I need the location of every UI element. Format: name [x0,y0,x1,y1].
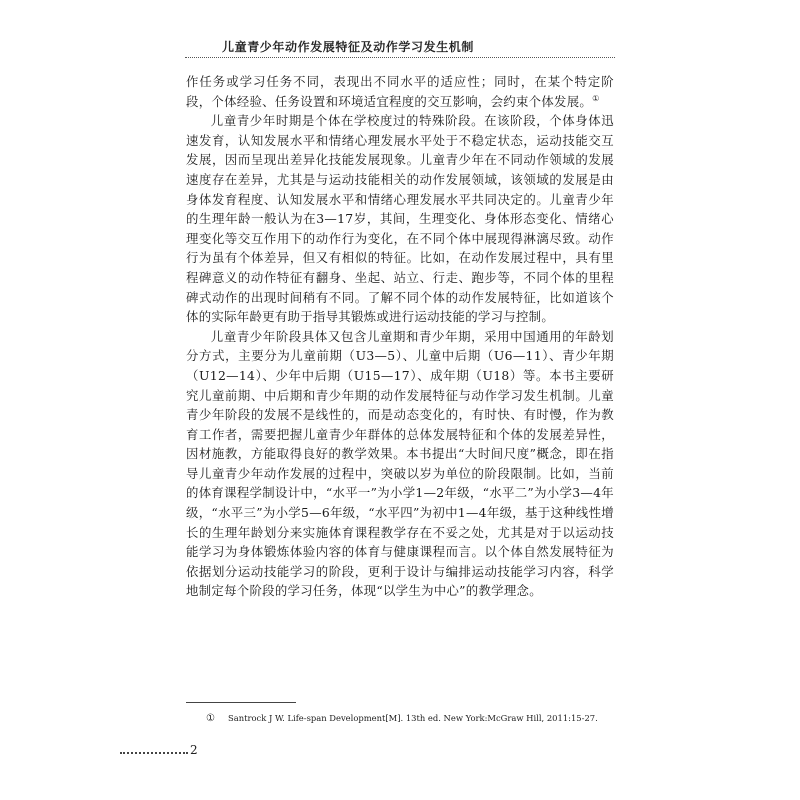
paragraph-1 [186,72,614,111]
body-text [186,72,614,601]
footnote-number: ① [206,713,215,724]
header-dotted-rule [185,57,615,58]
paragraph-1-text: 作任务或学习任务不同，表现出不同水平的适应性；同时，在某个特定阶段，个体经验、任务设置和环境适宜程度的交互影响，会约束个体发展。 [186,74,614,109]
footnote [206,712,626,725]
paragraph-3: 儿童青少年阶段具体又包含儿童期和青少年期，采用中国通用的年龄划分方式，主要分为儿童前期（U3—5）、儿童中后期（U6—11）、青少年期（U12—14）、少年中后期（U15—17）、成年期（U18）等。本书主要研究儿童前期、中后期和青少年期的动作发展特征与动作学习发生机制。儿童青少年阶段的发展不是线性的，而是动态变化的，有时快、有时慢，作为教育工作者，需要把握儿童青少年群体的总体发展特征和个体的发展差异性，因材施教，方能取得良好的教学效果。本书提出“大时间尺度”概念，即在指导儿童青少年动作发展的过程中，突破以岁为单位的阶段限制。比如，当前的体育课程学制设计中，“水平一”为小学1—2年级，“水平二”为小学3—4年级，“水平三”为小学5—6年级，“水平四”为初中1—4年级，基于这种线性增长的生理年龄划分来实施体育课程教学存在不妥之处，尤其是对于以运动技能学习为身体锻炼体验内容的体育与健康课程而言。以个体自然发展特征为依据划分运动技能学习的阶段，更利于设计与编排运动技能学习内容，科学地制定每个阶段的学习任务，体现“以学生为中心”的教学理念。 [186,328,614,599]
page-number: 2 [190,743,198,757]
footnote-text: Santrock J W. Life-span Development[M]. 13th ed. New York:McGraw Hill, 2011:15-27. [228,713,598,723]
paragraph-2: 儿童青少年时期是个体在学校度过的特殊阶段。在该阶段，个体身体迅速发育，认知发展水平和情绪心理发展水平处于不稳定状态，运动技能交互发展，因而呈现出差异化技能发展现象。儿童青少年在不同动作领域的发展速度存在差异，尤其是与运动技能相关的动作发展领域，该领域的发展是由身体发育程度、认知发展水平和情绪心理发展水平共同决定的。儿童青少年的生理年龄一般认为在3—17岁，其间，生理变化、身体形态变化、情绪心理变化等交互作用下的动作行为变化，在不同个体中展现得淋漓尽致。动作行为虽有个体差异，但又有相似的特征。比如，在动作发展过程中，具有里程碑意义的动作特征有翻身、坐起、站立、行走、跑步等，不同个体的里程碑式动作的出现时间稍有不同。了解不同个体的动作发展特征，比如道该个体的实际年龄更有助于指导其锻炼或进行运动技能的学习与控制。 [186,113,614,325]
footer-dotted-rule [120,752,188,754]
footnote-reference[interactable]: ① [592,93,600,103]
running-head-title: 儿童青少年动作发展特征及动作学习发生机制 [222,40,475,54]
footnote-separator [186,702,296,703]
